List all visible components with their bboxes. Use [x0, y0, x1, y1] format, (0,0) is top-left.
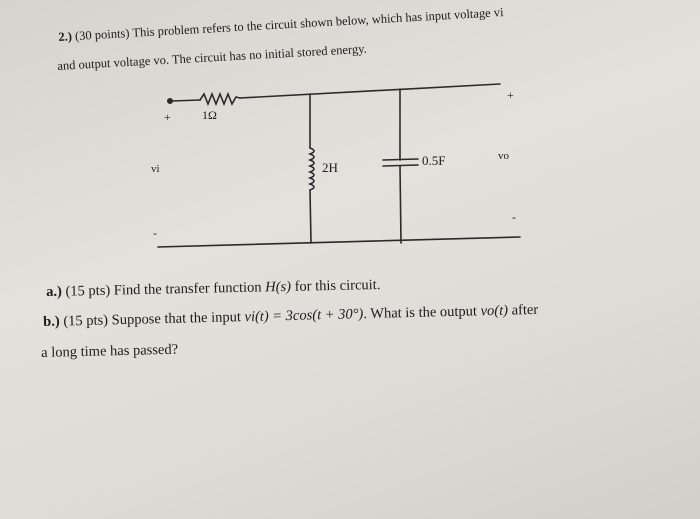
- output-voltage-label: vo: [498, 150, 509, 162]
- output-minus-sign: -: [512, 210, 516, 224]
- inductor-label: 2H: [322, 160, 338, 175]
- part-a-text: (15 pts) Find the transfer function: [65, 279, 266, 300]
- wire-resistor-left: [172, 100, 200, 101]
- capacitor-label: 0.5F: [422, 153, 446, 168]
- input-plus-sign: +: [164, 110, 171, 124]
- top-wire: [240, 84, 500, 98]
- output-function: vo(t): [480, 302, 509, 320]
- part-b-tail: after: [507, 301, 539, 319]
- part-b-mid: . What is the output: [363, 303, 481, 323]
- inductor-symbol: [310, 148, 314, 190]
- capacitor-wire-bottom: [400, 166, 401, 243]
- input-minus-sign: -: [153, 226, 157, 240]
- bottom-wire: [158, 237, 520, 247]
- part-a-label: a.): [46, 283, 63, 300]
- part-a-tail: for this circuit.: [290, 276, 381, 295]
- problem-number: 2.): [58, 29, 73, 44]
- input-equation: vi(t) = 3cos(t + 30°): [244, 306, 364, 326]
- transfer-function-symbol: H(s): [265, 278, 292, 296]
- input-voltage-label: vi: [151, 163, 160, 175]
- inductor-wire-bottom: [310, 190, 311, 243]
- part-b-line2: a long time has passed?: [41, 341, 179, 361]
- part-b-text: (15 pts) Suppose that the input: [63, 309, 245, 330]
- problem-line1-text: (30 points) This problem refers to the circuit shown below, which has input voltage vi: [74, 5, 504, 44]
- resistor-symbol: [200, 94, 240, 104]
- resistor-label: 1Ω: [202, 108, 217, 122]
- part-b-label: b.): [43, 313, 60, 330]
- output-plus-sign: +: [507, 88, 514, 102]
- problem-line2: and output voltage vo. The circuit has no initial stored energy.: [57, 41, 368, 73]
- capacitor-plate-top: [383, 159, 418, 160]
